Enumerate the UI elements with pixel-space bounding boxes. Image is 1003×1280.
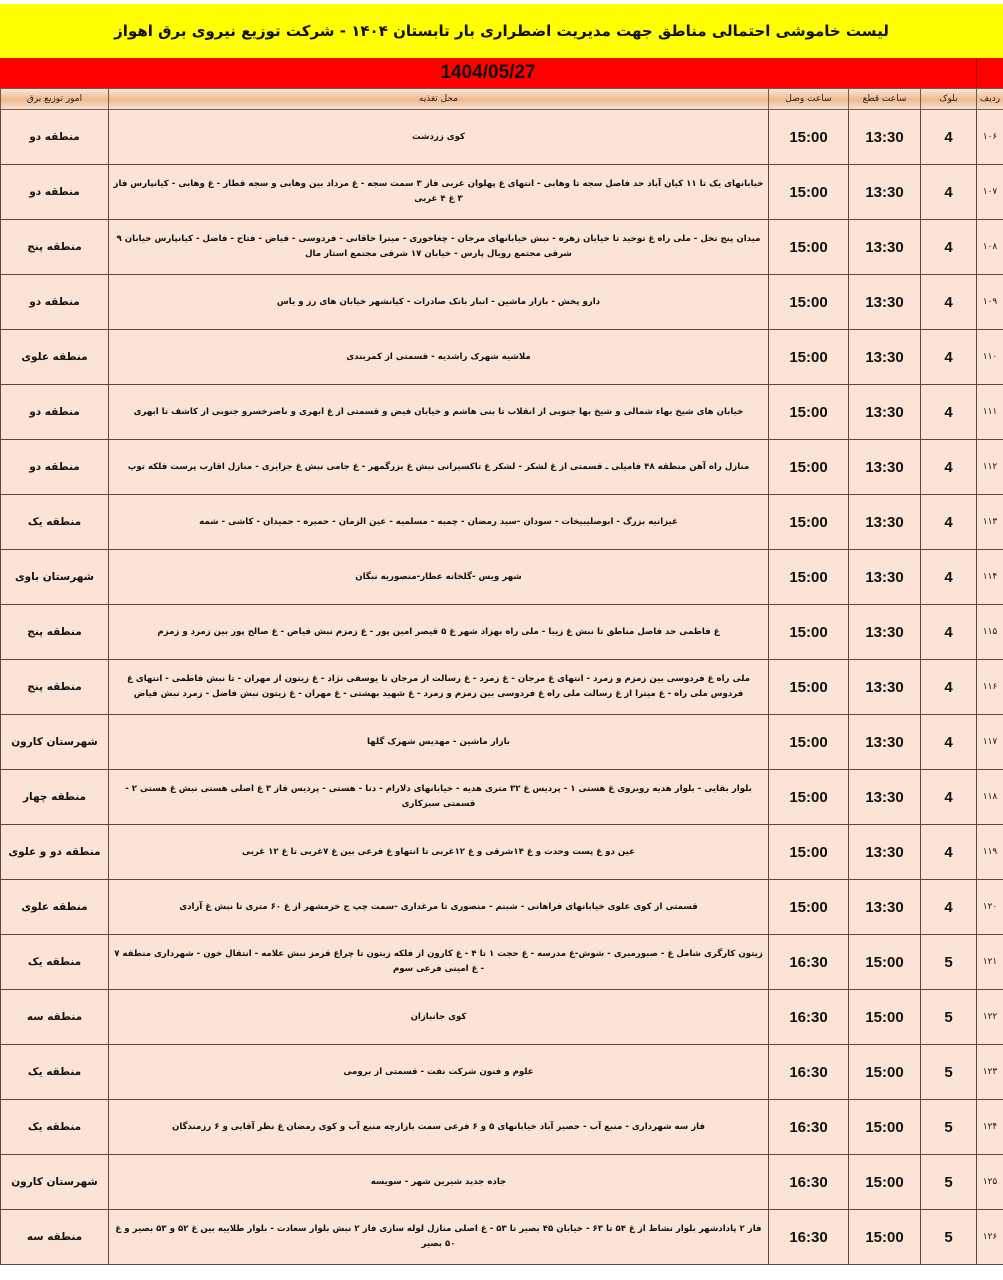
block-number-cell: 4 (921, 165, 977, 220)
cut-time-cell: 13:30 (849, 220, 921, 275)
row-number-cell: ۱۰۹ (977, 275, 1003, 330)
table-row (1, 770, 1003, 825)
location-cell: غیزانیه بزرگ - ابوصلیبیخات - سودان -سید رمضان - چمبه - مسلمیه - عین الزمان - حمیره - حمیدان - کاشی - شمه (109, 495, 769, 550)
block-number-cell: 4 (921, 110, 977, 165)
district-cell: منطقه علوی (1, 880, 109, 935)
location-cell: میدان پنج نخل - ملی راه غ توحید تا خیابان زهره - نبش خیابانهای مرجان - چغاخوری - میترا خاقانی - فردوسی - فیاض - فتاح - فاضل - کیانپارس خیابان ۹ شرقی مجتمع رویال پارس - خیابان ۱۷ شرقی مجتمع استار مال (109, 220, 769, 275)
block-number-cell: 4 (921, 880, 977, 935)
reconnect-time-cell: 16:30 (769, 1045, 849, 1100)
block-number-cell: 4 (921, 605, 977, 660)
row-number-cell: ۱۱۱ (977, 385, 1003, 440)
table-row (1, 605, 1003, 660)
reconnect-time-cell: 15:00 (769, 165, 849, 220)
district-cell: منطقه پنج (1, 660, 109, 715)
location-cell: غ فاطمی حد فاصل مناطق تا نبش غ زیبا - ملی راه بهزاد شهر غ ۵ قیصر امین پور - غ زمزم نبش فیاض - غ صالح پور بین زمرد و زمزم (109, 605, 769, 660)
table-row (1, 825, 1003, 880)
table-row (1, 275, 1003, 330)
location-cell: خیابان های شیخ بهاء شمالی و شیخ بها جنوبی از انقلاب تا بنی هاشم و خیابان فیض و قسمتی از غ ابهری و ناصرخسرو جنوبی از کاشف تا ابهری (109, 385, 769, 440)
location-cell: شهر ویس -گلخانه عطار-منصوریه نبگان (109, 550, 769, 605)
table-row (1, 715, 1003, 770)
block-number-cell: 4 (921, 550, 977, 605)
col-header-reconnect-time: ساعت وصل (769, 89, 849, 110)
cut-time-cell: 15:00 (849, 1100, 921, 1155)
block-number-cell: 4 (921, 495, 977, 550)
block-number-cell: 4 (921, 220, 977, 275)
col-header-block: بلوک (921, 89, 977, 110)
table-row (1, 1210, 1003, 1265)
reconnect-time-cell: 16:30 (769, 935, 849, 990)
row-number-cell: ۱۱۷ (977, 715, 1003, 770)
col-header-cut-time: ساعت قطع (849, 89, 921, 110)
block-number-cell: 4 (921, 825, 977, 880)
block-number-cell: 5 (921, 1155, 977, 1210)
district-cell: منطقه پنج (1, 220, 109, 275)
block-number-cell: 4 (921, 440, 977, 495)
district-cell: منطقه یک (1, 935, 109, 990)
district-cell: منطقه چهار (1, 770, 109, 825)
table-row (1, 220, 1003, 275)
row-number-cell: ۱۱۹ (977, 825, 1003, 880)
row-number-cell: ۱۱۲ (977, 440, 1003, 495)
row-number-cell: ۱۱۵ (977, 605, 1003, 660)
reconnect-time-cell: 15:00 (769, 110, 849, 165)
block-number-cell: 5 (921, 935, 977, 990)
district-cell: منطقه دو (1, 110, 109, 165)
cut-time-cell: 13:30 (849, 715, 921, 770)
row-number-cell: ۱۲۵ (977, 1155, 1003, 1210)
page-title: لیست خاموشی احتمالی مناطق جهت مدیریت اضطراری بار تابستان ۱۴۰۴ - شرکت توزیع نیروی برق اهواز (0, 4, 1003, 58)
block-number-cell: 4 (921, 330, 977, 385)
cut-time-cell: 15:00 (849, 1155, 921, 1210)
row-number-cell: ۱۲۶ (977, 1210, 1003, 1265)
table-row (1, 495, 1003, 550)
cut-time-cell: 15:00 (849, 990, 921, 1045)
location-cell: منازل راه آهن منطقه ۴۸ فامیلی ـ قسمتی از غ لشکر - لشکر غ تاکسیرانی نبش غ بزرگمهر - غ جامی نبش غ جزایری - منازل اقارب پرست فلکه توپ (109, 440, 769, 495)
col-header-row: ردیف (977, 89, 1003, 110)
cut-time-cell: 13:30 (849, 385, 921, 440)
cut-time-cell: 13:30 (849, 880, 921, 935)
row-number-cell: ۱۱۶ (977, 660, 1003, 715)
district-cell: منطقه دو (1, 440, 109, 495)
row-number-cell: ۱۲۳ (977, 1045, 1003, 1100)
cut-time-cell: 13:30 (849, 440, 921, 495)
district-cell: شهرستان باوی (1, 550, 109, 605)
reconnect-time-cell: 16:30 (769, 990, 849, 1045)
row-number-cell: ۱۰۶ (977, 110, 1003, 165)
table-row (1, 990, 1003, 1045)
reconnect-time-cell: 15:00 (769, 495, 849, 550)
district-cell: منطقه سه (1, 990, 109, 1045)
row-number-cell: ۱۲۰ (977, 880, 1003, 935)
cut-time-cell: 13:30 (849, 550, 921, 605)
table-row (1, 935, 1003, 990)
block-number-cell: 5 (921, 1045, 977, 1100)
district-cell: منطقه یک (1, 1045, 109, 1100)
cut-time-cell: 13:30 (849, 825, 921, 880)
cut-time-cell: 13:30 (849, 330, 921, 385)
row-number-cell: ۱۱۸ (977, 770, 1003, 825)
table-row (1, 385, 1003, 440)
row-number-cell: ۱۲۴ (977, 1100, 1003, 1155)
location-cell: فاز سه شهرداری - منبع آب - حصیر آباد خیابانهای ۵ و ۶ فرعی سمت بازارچه منبع آب و کوی رمضان غ نظر آقایی و ۶ رزمندگان (109, 1100, 769, 1155)
location-cell: خیابانهای یک تا ۱۱ کیان آباد حد فاصل سجه تا وهابی - انتهای غ پهلوان غربی فاز ۳ سمت سجه - غ مرداد بین وهابی و سجه قطار - غ وهابی - کیانپارس فاز ۳ غ ۴ غربی (109, 165, 769, 220)
location-cell: دارو پخش - بازار ماشین - انبار بانک صادرات - کیانشهر خیابان های رز و یاس (109, 275, 769, 330)
col-header-location: محل تغذیه (109, 89, 769, 110)
district-cell: منطقه دو (1, 275, 109, 330)
block-number-cell: 4 (921, 660, 977, 715)
district-cell: منطقه یک (1, 1100, 109, 1155)
row-number-cell: ۱۲۲ (977, 990, 1003, 1045)
table-row (1, 165, 1003, 220)
reconnect-time-cell: 16:30 (769, 1210, 849, 1265)
table-row (1, 110, 1003, 165)
row-number-cell: ۱۲۱ (977, 935, 1003, 990)
reconnect-time-cell: 15:00 (769, 880, 849, 935)
cut-time-cell: 13:30 (849, 495, 921, 550)
location-cell: ملاشیه شهرک راشدیه - قسمتی از کمربندی (109, 330, 769, 385)
cut-time-cell: 15:00 (849, 1210, 921, 1265)
cut-time-cell: 13:30 (849, 770, 921, 825)
row-number-cell: ۱۰۸ (977, 220, 1003, 275)
district-cell: منطقه پنج (1, 605, 109, 660)
district-cell: منطقه دو و علوی (1, 825, 109, 880)
cut-time-cell: 15:00 (849, 1045, 921, 1100)
reconnect-time-cell: 16:30 (769, 1155, 849, 1210)
reconnect-time-cell: 15:00 (769, 550, 849, 605)
table-row (1, 550, 1003, 605)
row-number-cell: ۱۱۴ (977, 550, 1003, 605)
district-cell: منطقه دو (1, 165, 109, 220)
cut-time-cell: 13:30 (849, 110, 921, 165)
reconnect-time-cell: 15:00 (769, 385, 849, 440)
location-cell: جاده جدید شیرین شهر - سویسه (109, 1155, 769, 1210)
location-cell: بلوار بقایی - بلوار هدیه روبروی غ هستی ۱ - پردیس غ ۳۲ متری هدیه - خیابانهای دلارام - دنا - هستی - پردیس فاز ۳ غ اصلی هستی نبش غ هستی ۲ - قسمتی سبزکاری (109, 770, 769, 825)
location-cell: کوی زردشت (109, 110, 769, 165)
district-cell: منطقه علوی (1, 330, 109, 385)
reconnect-time-cell: 15:00 (769, 440, 849, 495)
cut-time-cell: 13:30 (849, 605, 921, 660)
district-cell: منطقه یک (1, 495, 109, 550)
row-number-cell: ۱۱۰ (977, 330, 1003, 385)
table-row (1, 1155, 1003, 1210)
location-cell: علوم و فنون شرکت نفت - قسمتی از برومی (109, 1045, 769, 1100)
row-number-cell: ۱۰۷ (977, 165, 1003, 220)
location-cell: قسمتی از کوی علوی خیابانهای فراهانی - شبنم - منصوری تا مرغداری -سمت چپ ج خرمشهر از غ ۶۰ متری تا نبش غ آزادی (109, 880, 769, 935)
reconnect-time-cell: 16:30 (769, 1100, 849, 1155)
block-number-cell: 5 (921, 1100, 977, 1155)
col-header-district: امور توزیع برق (1, 89, 109, 110)
location-cell: زیتون کارگری شامل غ - صبورمیری - شوش-غ مدرسه - غ حجت ۱ تا ۴ - غ کارون از فلکه زیتون تا چراغ قرمز نبش علامه - انتقال خون - شهرداری منطقه ۷ - غ امینی فرعی سوم (109, 935, 769, 990)
cut-time-cell: 15:00 (849, 935, 921, 990)
reconnect-time-cell: 15:00 (769, 825, 849, 880)
block-number-cell: 5 (921, 990, 977, 1045)
row-number-cell: ۱۱۳ (977, 495, 1003, 550)
cut-time-cell: 13:30 (849, 275, 921, 330)
location-cell: کوی جانبازان (109, 990, 769, 1045)
date-corner-cell (976, 58, 1003, 88)
table-row (1, 880, 1003, 935)
district-cell: شهرستان کارون (1, 1155, 109, 1210)
table-row (1, 330, 1003, 385)
reconnect-time-cell: 15:00 (769, 275, 849, 330)
block-number-cell: 4 (921, 385, 977, 440)
table-header-row (1, 89, 1003, 110)
block-number-cell: 4 (921, 275, 977, 330)
location-cell: ملی راه غ فردوسی بین زمزم و زمرد - انتهای غ مرجان - غ زمرد - غ رسالت از مرجان تا یوسفی نژاد - غ زیتون از مهران - تا نبش فاطمی - انتهای غ فردوس ملی راه - غ میترا از غ رسالت ملی راه غ فردوسی بین زمزم و زمرد - غ شهید بهشتی - غ مهران - غ زیتون نبش فاضل - زمرد نبش فیاض (109, 660, 769, 715)
cut-time-cell: 13:30 (849, 165, 921, 220)
district-cell: منطقه سه (1, 1210, 109, 1265)
reconnect-time-cell: 15:00 (769, 715, 849, 770)
reconnect-time-cell: 15:00 (769, 660, 849, 715)
outage-table (0, 88, 1003, 1265)
district-cell: منطقه دو (1, 385, 109, 440)
schedule-date: 1404/05/27 (440, 62, 536, 83)
table-row (1, 1045, 1003, 1100)
block-number-cell: 4 (921, 715, 977, 770)
block-number-cell: 4 (921, 770, 977, 825)
reconnect-time-cell: 15:00 (769, 220, 849, 275)
reconnect-time-cell: 15:00 (769, 330, 849, 385)
cut-time-cell: 13:30 (849, 660, 921, 715)
table-row (1, 1100, 1003, 1155)
reconnect-time-cell: 15:00 (769, 605, 849, 660)
reconnect-time-cell: 15:00 (769, 770, 849, 825)
location-cell: فاز ۲ پادادشهر بلوار نشاط از غ ۵۴ تا ۶۳ - خیابان ۴۵ بصیر تا ۵۳ - غ اصلی منازل لوله سازی فاز ۲ نبش بلوار سعادت - بلوار طلاییه بین غ ۵۲ و ۵۳ بصیر و غ ۵۰ بصیر (109, 1210, 769, 1265)
date-band (0, 58, 1003, 88)
block-number-cell: 5 (921, 1210, 977, 1265)
table-row (1, 440, 1003, 495)
location-cell: بازار ماشین - مهدیس شهرک گلها (109, 715, 769, 770)
location-cell: عین دو غ پست وحدت و غ ۱۴شرقی و غ ۱۲غربی تا انتهاو غ فرعی بین غ ۷غربی تا غ ۱۲ غربی (109, 825, 769, 880)
district-cell: شهرستان کارون (1, 715, 109, 770)
table-row (1, 660, 1003, 715)
